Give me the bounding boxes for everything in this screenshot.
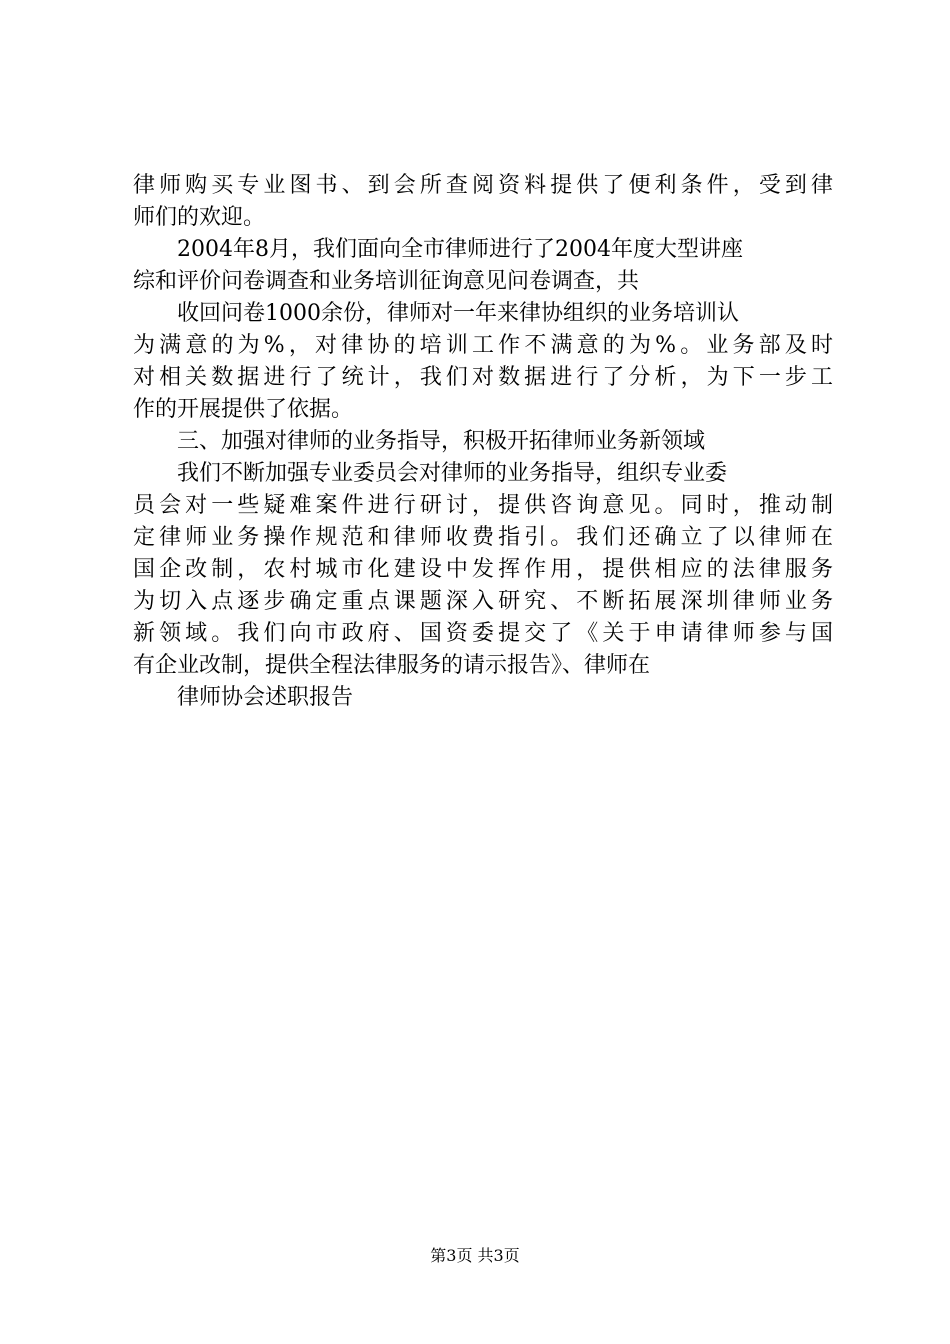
document-body [133, 170, 833, 714]
text-line: 收回问卷1000余份，律师对一年来律协组织的业务培训认 [177, 301, 739, 326]
text-line: 有企业改制，提供全程法律服务的请示报告》、律师在 [133, 653, 651, 678]
text-line: 为切入点逐步确定重点课题深入研究、不断拓展深圳律师业务 [133, 589, 833, 614]
text-line: 对相关数据进行了统计，我们对数据进行了分析，为下一步工 [133, 365, 833, 390]
text-line: 为满意的为%，对律协的培训工作不满意的为%。业务部及时 [133, 333, 833, 358]
text-line: 律师购买专业图书、到会所查阅资料提供了便利条件，受到律 [133, 173, 833, 198]
text-line: 定律师业务操作规范和律师收费指引。我们还确立了以律师在 [133, 525, 833, 550]
section-heading: 三、加强对律师的业务指导，积极开拓律师业务新领域 [177, 429, 706, 454]
text-line: 综和评价问卷调查和业务培训征询意见问卷调查，共 [133, 269, 640, 294]
text-line: 新领域。我们向市政府、国资委提交了《关于申请律师参与国 [133, 621, 833, 646]
text-line: 2004年8月，我们面向全市律师进行了2004年度大型讲座 [177, 237, 743, 262]
text-line: 师们的欢迎。 [133, 205, 266, 230]
text-line: 我们不断加强专业委员会对律师的业务指导，组织专业委 [177, 461, 728, 486]
document-title-line: 律师协会述职报告 [177, 685, 354, 710]
page-number-footer: 第3页 共3页 [430, 1246, 520, 1265]
text-line: 员会对一些疑难案件进行研讨，提供咨询意见。同时，推动制 [133, 493, 833, 518]
text-line: 作的开展提供了依据。 [133, 397, 354, 422]
text-line: 国企改制，农村城市化建设中发挥作用，提供相应的法律服务 [133, 557, 833, 582]
